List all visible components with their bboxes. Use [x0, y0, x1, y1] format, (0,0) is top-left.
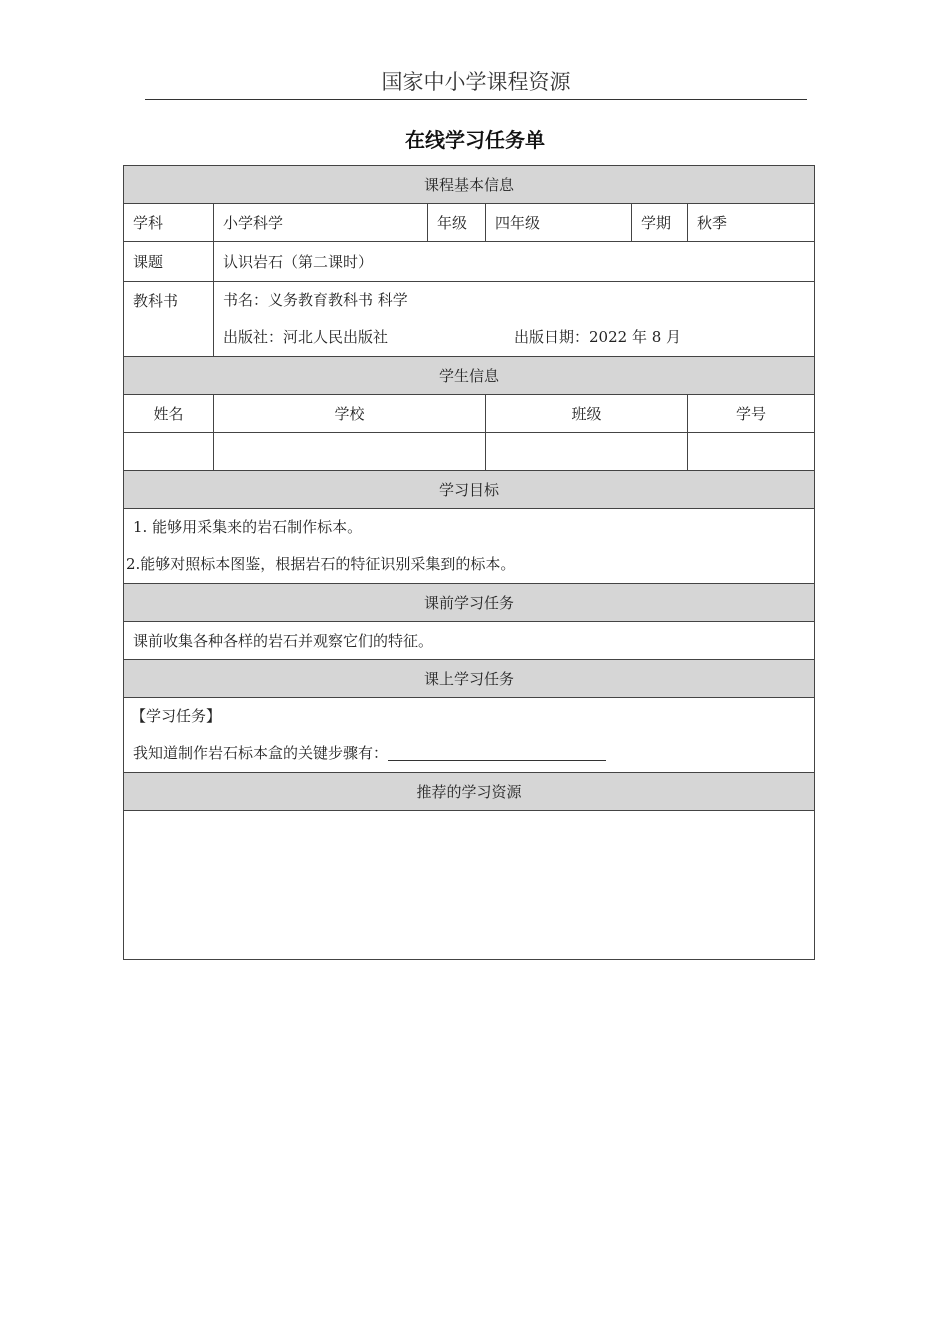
resources-content: [124, 811, 815, 960]
page-header: [145, 66, 807, 100]
student-school-cell[interactable]: [214, 433, 486, 471]
goal-item: 1. 能够用采集来的岩石制作标本。: [133, 518, 363, 536]
textbook-label: 教科书: [124, 282, 214, 357]
in-class-question: 我知道制作岩石标本盒的关键步骤有：: [133, 744, 389, 762]
subject-value: 小学科学: [214, 204, 428, 242]
section-pre-class: 课前学习任务: [124, 584, 815, 622]
textbook-pub-date: 出版日期：2022 年 8 月: [514, 328, 682, 346]
textbook-publisher-row: [223, 319, 805, 356]
student-id-cell[interactable]: [688, 433, 815, 471]
goals-list: [124, 509, 815, 584]
subject-label: 学科: [124, 204, 214, 242]
grade-label: 年级: [428, 204, 486, 242]
site-title: 国家中小学课程资源: [381, 70, 571, 94]
in-class-heading: 【学习任务】: [131, 707, 222, 725]
grade-value: 四年级: [486, 204, 632, 242]
topic-label: 课题: [124, 242, 214, 282]
document-title: 在线学习任务单: [405, 128, 545, 152]
section-student-info: 学生信息: [124, 357, 815, 395]
student-class-header: 班级: [486, 395, 688, 433]
textbook-publisher: 出版社：河北人民出版社: [223, 328, 389, 346]
goal-item: 2.能够对照标本图鉴，根据岩石的特征识别采集到的标本。: [126, 555, 516, 573]
topic-value: 认识岩石（第二课时）: [214, 242, 815, 282]
term-value: 秋季: [688, 204, 815, 242]
task-form-table: [123, 165, 815, 960]
student-id-header: 学号: [688, 395, 815, 433]
student-school-header: 学校: [214, 395, 486, 433]
student-name-header: 姓名: [124, 395, 214, 433]
in-class-question-row: [133, 735, 805, 772]
pre-class-task: 课前收集各种各样的岩石并观察它们的特征。: [124, 622, 815, 660]
section-in-class: 课上学习任务: [124, 660, 815, 698]
in-class-task: [124, 698, 815, 773]
section-goals: 学习目标: [124, 471, 815, 509]
section-resources: 推荐的学习资源: [124, 773, 815, 811]
student-name-cell[interactable]: [124, 433, 214, 471]
term-label: 学期: [632, 204, 688, 242]
student-class-cell[interactable]: [486, 433, 688, 471]
answer-blank[interactable]: [388, 744, 606, 761]
textbook-name: 书名：义务教育教科书 科学: [223, 291, 408, 309]
textbook-info: [214, 282, 815, 357]
section-course-info: 课程基本信息: [124, 166, 815, 204]
